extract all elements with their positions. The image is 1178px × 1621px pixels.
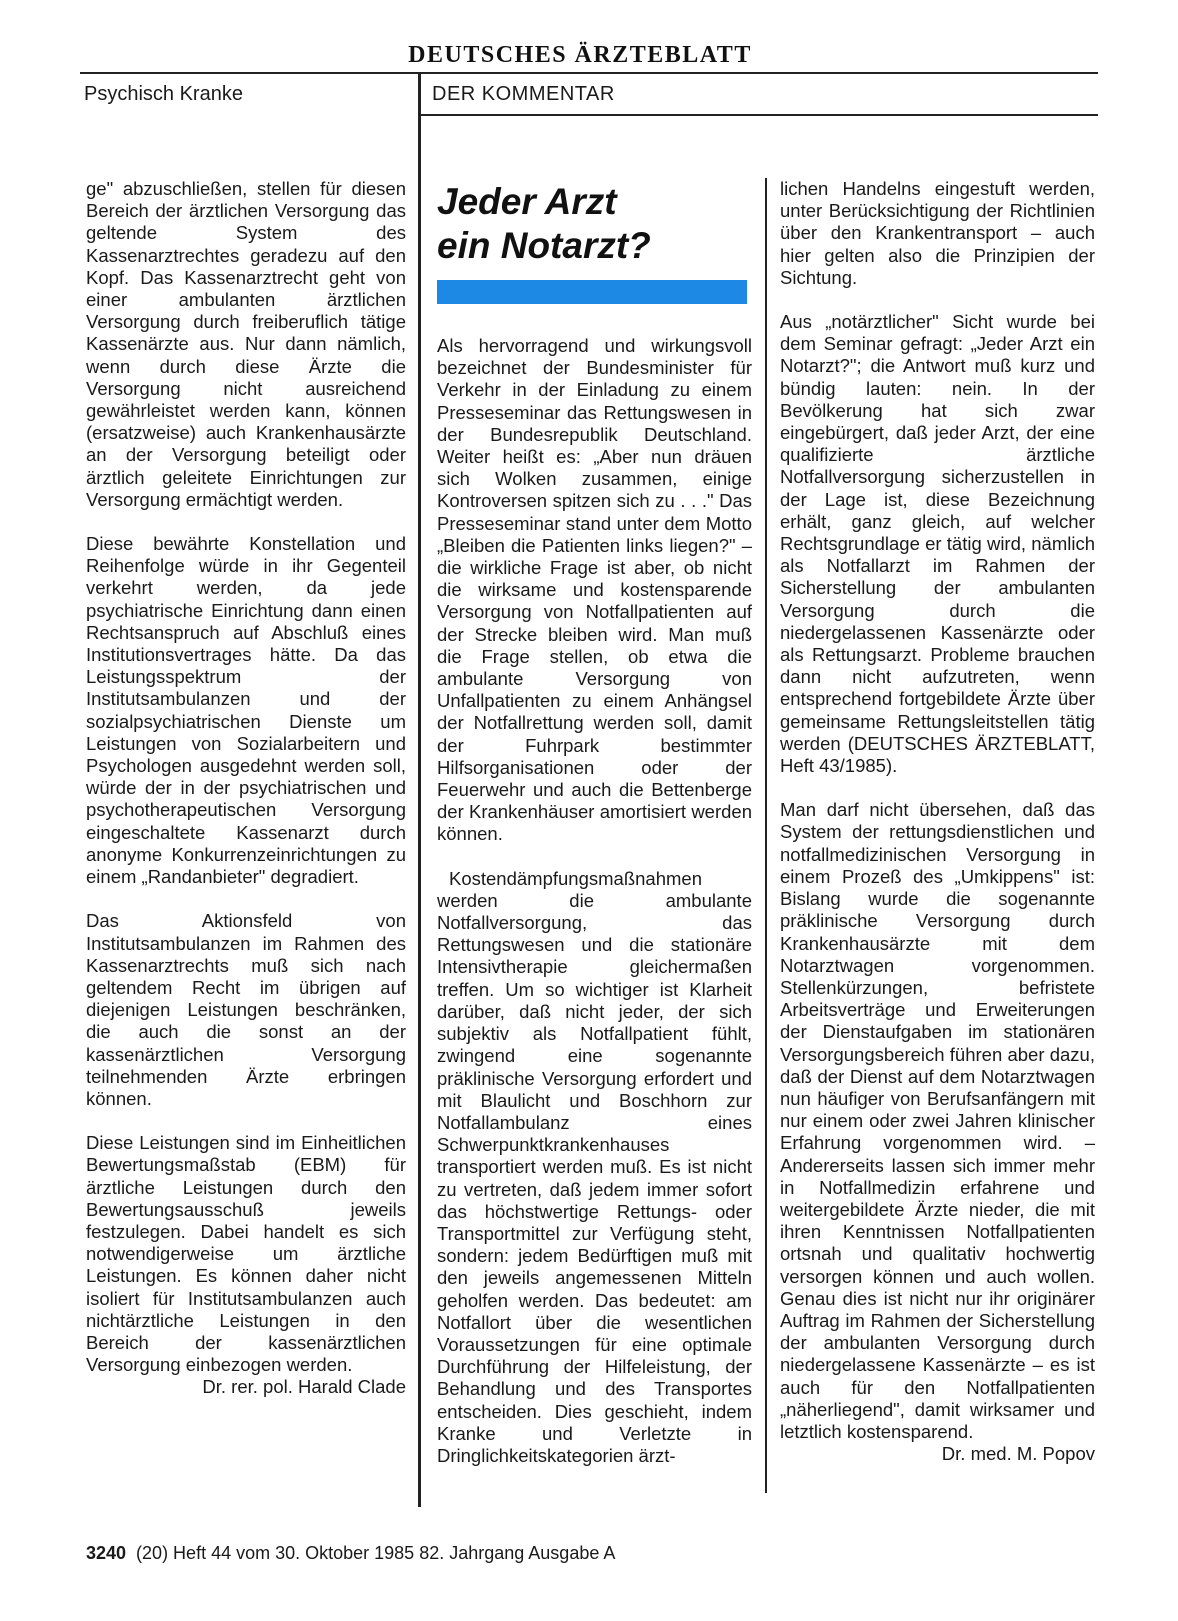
- section-rule: [420, 114, 1098, 116]
- article-headline: [437, 180, 757, 268]
- paragraph: Diese bewährte Konstellation und Reihenfolge würde in ihr Gegenteil verkehrt werden, da jede psychiatrische Einrichtung dann einen Rechtsanspruch auf Abschluß eines Institutionsvertrages hätte. Da das Leistungsspektrum der Institutsambulanzen und der sozialpsychiatrischen Dienste um Leistungen von Sozialarbeitern und Psychologen ausgedehnt werden soll, würde der in der psychiatrischen und psychotherapeutischen Versorgung eingeschaltete Kassenarzt durch anonyme Konkurrenzeinrichtungen zu einem „Randanbieter" degradiert.: [86, 533, 406, 888]
- paragraph: Diese Leistungen sind im Einheitlichen Bewertungsmaßstab (EBM) für ärztliche Leistungen durch den Bewertungsausschuß jeweils festzulegen. Dabei handelt es sich notwendigerweise um ärztliche Leistungen. Es können daher nicht isoliert für Institutsambulanzen auch nichtärztliche Leistungen in den Bereich der kassenärztlichen Versorgung einbezogen werden.: [86, 1132, 406, 1376]
- header-rule: [80, 72, 1098, 74]
- column-divider-main: [418, 72, 421, 1507]
- column-divider-inner: [765, 178, 767, 1493]
- paragraph: Man darf nicht übersehen, daß das System der rettungsdienstlichen und notfallmedizinischen Versorgung in einem Prozeß des „Umkippens" ist: Bislang wurde die sogenannte präklinische Versorgung durch Krankenhausärzte mit dem Notarztwagen vorgenommen. Stellenkürzungen, befristete Arbeitsverträge und Erweiterungen der Dienstaufgaben im stationären Versorgungsbereich führen aber dazu, daß der Dienst auf dem Notarztwagen nun häufiger von Berufsanfängern mit nur einem oder zwei Jahren klinischer Erfahrung vorgenommen wird. – Andererseits lassen sich immer mehr in Notfallmedizin erfahrene und weitergebildete Ärzte nieder, die mit ihren Kenntnissen Notfallpatienten ortsnah und qualitativ hochwertig versorgen können und auch wollen. Genau dies ist nicht nur ihr originärer Auftrag im Rahmen der Sicherstellung der ambulanten Versorgung durch niedergelassene Kassenärzte – es ist auch für den Notfallpatienten „näherliegend", damit wirksamer und letztlich kostensparend.: [780, 799, 1095, 1442]
- paragraph: lichen Handelns eingestuft werden, unter Berücksichtigung der Richtlinien über den Krankentransport – auch hier gelten also die Prinzipien der Sichtung.: [780, 178, 1095, 288]
- paragraph: Kostendämpfungsmaßnahmen werden die ambulante Notfallversorgung, das Rettungswesen und die stationäre Intensivtherapie gleichermaßen treffen. Um so wichtiger ist Klarheit darüber, daß nicht jeder, der sich subjektiv als Notfallpatient fühlt, zwingend eine sogenannte präklinische Versorgung erfordert und mit Blaulicht und Boschhorn zur Notfallambulanz eines Schwerpunktkrankenhauses transportiert werden muß. Es ist nicht zu vertreten, daß jedem immer sofort das höchstwertige Rettungs- oder Transportmittel zur Verfügung steht, sondern: jedem Bedürftigen muß mit den jeweils angemessenen Mitteln geholfen werden. Das bedeutet: am Notfallort über die wesentlichen Voraussetzungen für eine optimale Durchführung der Hilfeleistung, der Behandlung und des Transportes entscheiden. Dies geschieht, indem Kranke und Verletzte in Dringlichkeitskategorien ärzt-: [437, 867, 752, 1466]
- left-column-text: [86, 178, 406, 1399]
- accent-bar: [437, 280, 747, 304]
- author-signature: Dr. med. M. Popov: [941, 1443, 1095, 1465]
- section-label-left: Psychisch Kranke: [84, 83, 243, 105]
- paragraph: ge" abzuschließen, stellen für diesen Bereich der ärztlichen Versorgung das geltende System des Kassenarztrechtes geradezu auf den Kopf. Das Kassenarztrecht geht von einer ambulanten ärztlichen Versorgung durch freiberuflich tätige Kassenärzte aus. Nur dann nämlich, wenn durch diese Ärzte die Versorgung nicht ausreichend gewährleistet werden kann, können (ersatzweise) auch Krankenhausärzte an der Versorgung beteiligt oder ärztlich geleitete Einrichtungen zur Versorgung ermächtigt werden.: [86, 178, 406, 510]
- page-number: 3240: [86, 1543, 127, 1563]
- right-column-text: [780, 178, 1095, 1465]
- page-footer: [86, 1543, 615, 1564]
- section-label-right: DER KOMMENTAR: [432, 83, 615, 105]
- issue-info: (20) Heft 44 vom 30. Oktober 1985 82. Jahrgang Ausgabe A: [136, 1543, 616, 1563]
- paragraph: Das Aktionsfeld von Institutsambulanzen im Rahmen des Kassenarztrechts muß sich nach geltendem Recht im übrigen auf diejenigen Leistungen beschränken, die auch die sonst an der kassenärztlichen Versorgung teilnehmenden Ärzte erbringen können.: [86, 910, 406, 1109]
- paragraph: Aus „notärztlicher" Sicht wurde bei dem Seminar gefragt: „Jeder Arzt ein Notarzt?"; die Antwort muß kurz und bündig lauten: nein. In der Bevölkerung hat sich zwar eingebürgert, daß jeder Arzt, der eine qualifizierte ärztliche Notfallversorgung sicherzustellen in der Lage ist, diese Bezeichnung erhält, ganz gleich, auf welcher Rechtsgrundlage er tätig wird, nämlich als Notfallarzt im Rahmen der Sicherstellung der ambulanten Versorgung durch die niedergelassenen Kassenärzte oder als Rettungsarzt. Probleme brauchen dann nicht aufzutreten, wenn entsprechend fortgebildete Ärzte über gemeinsame Rettungsleitstellen tätig werden (DEUTSCHES ÄRZTEBLATT, Heft 43/1985).: [780, 311, 1095, 777]
- paragraph: Als hervorragend und wirkungsvoll bezeichnet der Bundesminister für Verkehr in der Einladung zu einem Presseseminar das Rettungswesen in der Bundesrepublik Deutschland. Weiter heißt es: „Aber nun dräuen sich Wolken zusammen, einige Kontroversen spitzen sich zu . . ." Das Presseseminar stand unter dem Motto „Bleiben die Patienten links liegen?" – die wirkliche Frage ist aber, ob nicht die wirksame und kostensparende Versorgung von Notfallpatienten auf der Strecke bleiben wird. Man muß die Frage stellen, ob etwa die ambulante Versorgung von Unfallpatienten zu einem Anhängsel der Notfallrettung werden soll, damit der Fuhrpark bestimmter Hilfsorganisationen oder der Feuerwehr und auch die Bettenberge der Krankenhäuser amortisiert werden können.: [437, 335, 752, 845]
- headline-line: ein Notarzt?: [437, 225, 651, 266]
- headline-line: Jeder Arzt: [437, 181, 617, 222]
- masthead-title: DEUTSCHES ÄRZTEBLATT: [408, 42, 752, 68]
- middle-column-text: [437, 335, 752, 1467]
- author-signature: Dr. rer. pol. Harald Clade: [202, 1376, 406, 1398]
